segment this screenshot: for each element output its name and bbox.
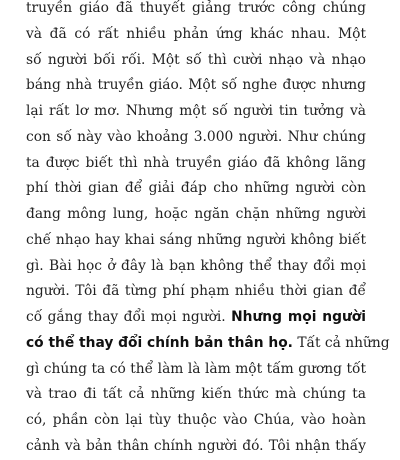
- text-line-9: đang mông lung, hoặc ngăn chặn những người: [26, 206, 366, 222]
- body-text: [26, 0, 390, 460]
- text-line-14: [26, 331, 390, 357]
- text-line-16: và trao đi tất cả những kiến thức mà chúng ta: [26, 386, 366, 403]
- emphasis-text-2: có thể thay đổi chính bản thân họ.: [26, 334, 293, 351]
- text-line-2: và đã có rất nhiều phản ứng khác nhau. Một: [26, 25, 366, 42]
- emphasis-text-1: Nhưng mọi người: [231, 309, 366, 325]
- text-line-11: gì. Bài học ở đây là bạn không thể thay đổi mọi: [26, 257, 366, 274]
- text-line-15: gì chúng ta có thể làm là làm một tấm gương tốt: [26, 360, 366, 377]
- text-line-6: con số này vào khoảng 3.000 người. Như chúng: [26, 128, 366, 145]
- text-line-10: chế nhạo hay khai sáng những người không biết: [26, 231, 366, 248]
- text-line-17: có, phần còn lại tùy thuộc vào Chúa, vào hoàn: [26, 412, 366, 428]
- text-line-5: lại rất lơ mơ. Nhưng một số người tin tưởng và: [26, 103, 366, 119]
- text-line-8: phí thời gian để giải đáp cho những người còn: [26, 180, 366, 197]
- text-line-3: số người bối rối. Một số thì cười nhạo và nhạo: [26, 51, 366, 68]
- text-line-13: [26, 305, 366, 331]
- text-line-12: người. Tôi đã từng phí phạm nhiều thời gian để: [26, 283, 366, 300]
- text-line-1: truyền giáo đã thuyết giảng trước công chúng: [26, 0, 366, 16]
- text-line-4: báng nhà truyền giáo. Một số nghe được nhưng: [26, 77, 366, 94]
- text-line-13-regular: cố gắng thay đổi mọi người.: [26, 309, 226, 325]
- text-line-18: cảnh và bản thân chính người đó. Tôi nhận thấy: [26, 437, 366, 454]
- text-line-14-regular: Tất cả những: [297, 334, 390, 351]
- text-line-7: ta được biết thì nhà truyền giáo đã không lãng: [26, 154, 366, 171]
